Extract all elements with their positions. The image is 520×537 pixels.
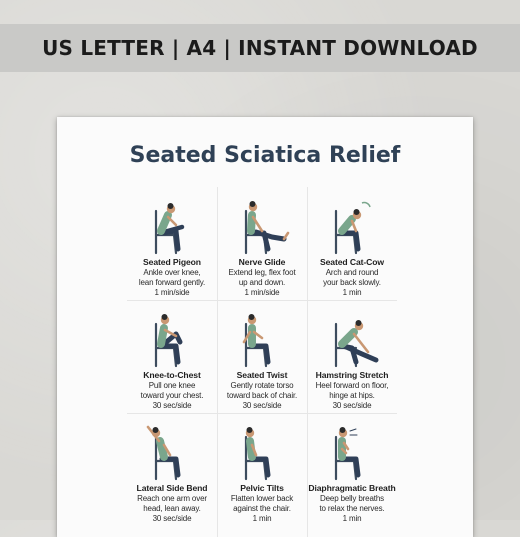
exercise-illustration (322, 304, 382, 370)
exercise-duration: 1 min (342, 288, 362, 297)
exercise-instruction: Arch and round (325, 268, 379, 277)
exercise-duration: 1 min (252, 514, 272, 523)
exercise-instruction: Extend leg, flex foot (228, 268, 296, 277)
exercise-card (127, 187, 217, 300)
exercise-instruction: Flatten lower back (230, 494, 294, 503)
banner-text: US LETTER | A4 | INSTANT DOWNLOAD (42, 36, 478, 60)
exercise-name: Seated Pigeon (143, 257, 201, 267)
exercise-card (307, 413, 397, 526)
exercise-illustration (322, 191, 382, 257)
exercise-instruction: up and down. (238, 278, 286, 287)
exercise-grid (127, 187, 397, 537)
exercise-instruction: Deep belly breaths (319, 494, 384, 503)
exercise-card (217, 413, 307, 526)
exercise-instruction: Reach one arm over (137, 494, 207, 503)
exercise-instruction: Gently rotate torso (230, 381, 294, 390)
exercise-illustration (322, 417, 382, 483)
exercise-card (127, 300, 217, 413)
printable-sheet (57, 117, 473, 537)
exercise-instruction: Heel forward on floor, (315, 381, 389, 390)
exercise-duration: 30 sec/side (152, 514, 192, 523)
exercise-card (307, 300, 397, 413)
exercise-name: Hamstring Stretch (315, 370, 389, 380)
exercise-name: Lateral Side Bend (136, 483, 208, 493)
exercise-instruction: to relax the nerves. (319, 504, 385, 513)
exercise-card (127, 413, 217, 526)
exercise-name: Nerve Glide (238, 257, 286, 267)
exercise-instruction: against the chair. (233, 504, 291, 513)
exercise-name: Seated Twist (236, 370, 288, 380)
exercise-card (217, 187, 307, 300)
sheet-title: Seated Sciatica Relief (129, 143, 401, 168)
exercise-card (307, 187, 397, 300)
exercise-instruction: your back slowly. (323, 278, 381, 287)
exercise-illustration (232, 417, 292, 483)
exercise-name: Seated Cat-Cow (319, 257, 385, 267)
format-banner (0, 24, 520, 72)
exercise-illustration (142, 304, 202, 370)
exercise-instruction: head, lean away. (143, 504, 201, 513)
exercise-illustration (232, 304, 292, 370)
exercise-duration: 30 sec/side (332, 401, 372, 410)
exercise-illustration (142, 417, 202, 483)
exercise-duration: 1 min (342, 514, 362, 523)
exercise-name: Pelvic Tilts (240, 483, 284, 493)
exercise-instruction: lean forward gently. (138, 278, 206, 287)
exercise-instruction: hinge at hips. (329, 391, 375, 400)
exercise-illustration (232, 191, 292, 257)
exercise-instruction: toward your chest. (140, 391, 204, 400)
exercise-illustration (142, 191, 202, 257)
exercise-card (217, 300, 307, 413)
exercise-name: Knee-to-Chest (143, 370, 201, 380)
exercise-instruction: toward back of chair. (226, 391, 298, 400)
exercise-instruction: Pull one knee (148, 381, 196, 390)
exercise-name: Diaphragmatic Breath (308, 483, 396, 493)
exercise-duration: 1 min/side (154, 288, 190, 297)
exercise-duration: 30 sec/side (242, 401, 282, 410)
exercise-duration: 1 min/side (244, 288, 280, 297)
exercise-instruction: Ankle over knee, (143, 268, 201, 277)
exercise-duration: 30 sec/side (152, 401, 192, 410)
